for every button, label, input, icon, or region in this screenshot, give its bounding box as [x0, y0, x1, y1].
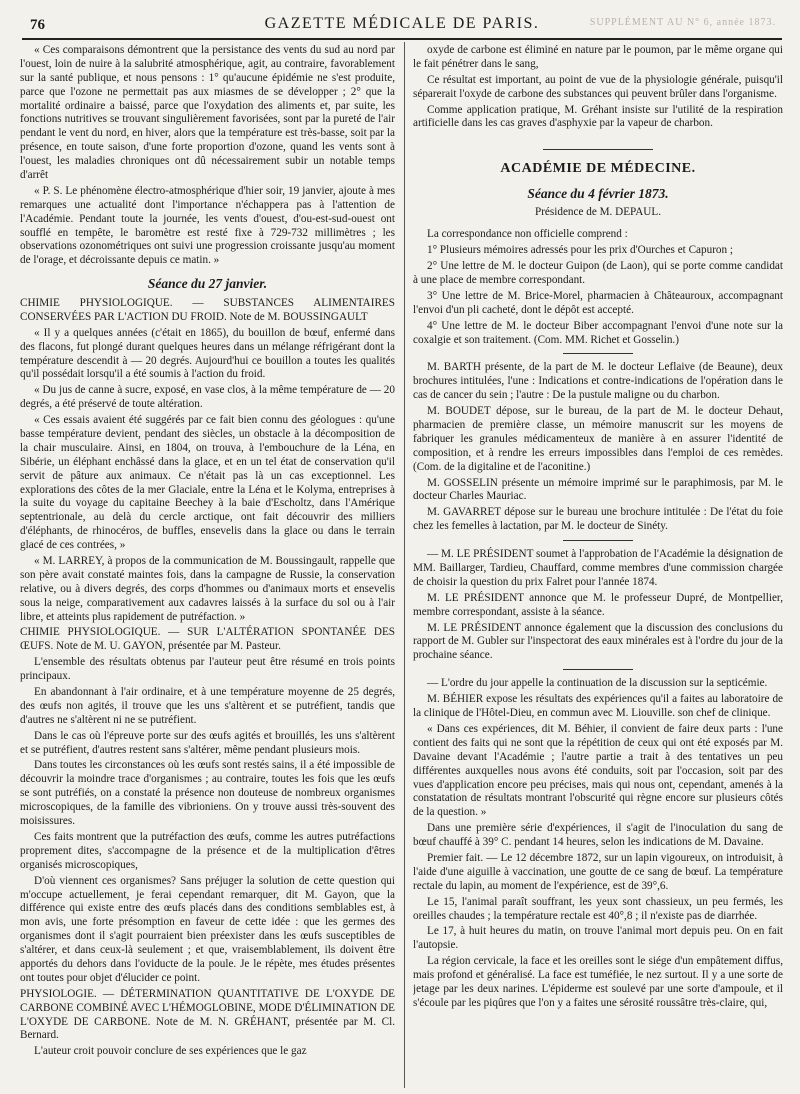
paragraph: M. GOSSELIN présente un mémoire imprimé sur le paraphimosis, par M. le docteur Charles Mauriac.	[413, 476, 783, 503]
paragraph: M. LE PRÉSIDENT annonce également que la discussion des conclusions du rapport de M. Gubler sur l'inspectorat des eaux minérales est à l'ordre du jour de la prochaine séance.	[413, 621, 783, 662]
presidency-line: Présidence de M. DEPAUL.	[534, 206, 662, 219]
paragraph: Le 15, l'animal paraît souffrant, les yeux sont chassieux, un peu fermés, les oreilles chaudes ; la température rectale est 40°,8 ; il n'existe pas de diarrhée.	[413, 895, 783, 922]
paragraph: Premier fait. — Le 12 décembre 1872, sur un lapin vigoureux, on introduisit, à l'aide d'une aiguille à vaccination, une goutte de ce sang de bœuf. La température rectale du lapin, au moment de l'expérience, est de 39°,6.	[413, 851, 783, 892]
section-heading: CHIMIE PHYSIOLOGIQUE. — SUBSTANCES ALIMENTAIRES CONSERVÉES PAR L'ACTION DU FROID. Note de M. BOUSSINGAULT	[20, 296, 395, 323]
separator-rule	[563, 353, 633, 354]
paragraph: « P. S. Le phénomène électro-atmosphérique d'hier soir, 19 janvier, ajoute à mes remarques une actualité dont l'importance n'échappera pas à l'attention de l'Académie. Pendant toute la journée, les vents d'ouest, d'ou-est-sud-ouest ont soufflé en tempête, le baromètre est resté fixe à 729-732 millimètres ; les observations ozonométriques ont suivi une progression croissante jusqu'au moment de l'orage, et décroissante depuis ce matin. »	[20, 184, 395, 267]
paragraph: M. BÉHIER expose les résultats des expériences qu'il a faites au laboratoire de la clinique de l'Hôtel-Dieu, en commun avec M. Liouville. son chef de clinique.	[413, 693, 783, 720]
paragraph: L'ensemble des résultats obtenus par l'auteur peut être résumé en trois points principaux.	[20, 656, 395, 683]
paragraph: Le 17, à huit heures du matin, on trouve l'animal mort depuis peu. On en fait l'autopsie.	[413, 925, 783, 952]
page-header	[22, 8, 782, 40]
right-column	[413, 44, 783, 1088]
separator-rule	[543, 149, 653, 150]
paragraph: La région cervicale, la face et les oreilles sont le siége d'un empâtement diffus, mais profond et généralisé. La face est tuméfiée, le nez surtout. Il y a une sorte de jetage par les deux narines. L'épiderme est soulevé par une sorte d'ampoule, et il s'écoule par les piqûres que l'on y a faites une sérosité roussâtre très-claire, qui,	[413, 955, 783, 1009]
paragraph: Ces faits montrent que la putréfaction des œufs, comme les autres putréfactions proprement dites, s'accompagne de la présence et de la multiplication d'êtres organisés microscopiques,	[20, 830, 395, 871]
paragraph: 2° Une lettre de M. le docteur Guipon (de Laon), qui se porte comme candidat à une place de membre correspondant.	[413, 260, 783, 286]
paragraph: 1° Plusieurs mémoires adressés pour les prix d'Ourches et Capuron ;	[427, 244, 734, 257]
paragraph: Dans toutes les circonstances où les œufs sont restés sains, il a été impossible de découvrir la moindre trace d'organismes ; au contraire, toutes les fois que les œufs se sont putréfiés, on a constaté la présence non douteuse de nombreux organismes microscopiques, de la famille des vibrioniens. On y trouve aussi très-souvent des moisissures.	[20, 759, 395, 828]
paragraph: L'auteur croit pouvoir conclure de ses expériences que le gaz	[34, 1045, 307, 1058]
left-column	[20, 44, 395, 1088]
paragraph: — M. LE PRÉSIDENT soumet à l'approbation de l'Académie la désignation de MM. Baillarger, Tardieu, Chauffard, comme membres d'une commission chargée de choisir la question du prix Falret pour l'année 1874.	[413, 548, 783, 588]
section-heading: CHIMIE PHYSIOLOGIQUE. — SUR L'ALTÉRATION SPONTANÉE DES ŒUFS. Note de M. U. GAYON, présentée par M. Pasteur.	[20, 626, 395, 653]
page-number: 76	[30, 17, 45, 33]
paragraph: « Ces comparaisons démontrent que la persistance des vents du sud au nord par l'ouest, loin de nuire à la salubrité atmosphérique, agit, au contraire, favorablement sur la santé publique, et nous pensons : 1° qu'aucune épidémie ne s'est produite, parce que l'ozone ne permettait pas aux miasmes de se développer ; 2° que la mortalité ordinaire a baissé, parce que l'oxydation des aliments et, par suite, les fonctions nutritives se trouvant singulièrement favorisées, sont par la pureté de l'air pendant le vent du nord, en hiver, alors que la température est très-basse, soit par la présence, en toute saison, d'une forte proportion d'ozone, quand les vents sont à l'ouest, les maladies chroniques ont dû nécessairement subir un notable temps d'arrêt	[20, 44, 395, 182]
column-divider	[404, 42, 405, 1088]
paragraph: Ce résultat est important, au point de vue de la physiologie générale, puisqu'il séparerait l'oxyde de carbone des substances qui peuvent brûler dans l'organisme.	[413, 73, 783, 100]
paragraph: oxyde de carbone est éliminé en nature par le poumon, par le même organe qui le fait pénétrer dans le sang,	[413, 44, 783, 70]
paragraph: M. BARTH présente, de la part de M. le docteur Leflaive (de Beaune), deux brochures intitulées, l'une : Indications et contre-indications de l'opération dans le cas de cancer du sein ; l'autre : De la pustule maligne ou du charbon.	[413, 361, 783, 402]
paragraph: M. GAVARRET dépose sur le bureau une brochure intitulée : De l'état du foie chez les femelles à lactation, par M. le docteur de Sinéty.	[413, 506, 783, 533]
paragraph: La correspondance non officielle comprend :	[427, 228, 628, 241]
section-heading: PHYSIOLOGIE. — DÉTERMINATION QUANTITATIVE DE L'OXYDE DE CARBONE COMBINÉ AVEC L'HÉMOGLOBINE, MODE D'ÉLIMINATION DE L'OXYDE DE CARBONE. Note de M. N. GRÉHANT, présentée par M. Cl. Bernard.	[20, 987, 395, 1042]
separator-rule	[563, 669, 633, 670]
paragraph: Dans une première série d'expériences, il s'agit de l'inoculation du sang de bœuf chauffé à 39° C. pendant 14 heures, selon les indications de M. Davaine.	[413, 822, 783, 849]
journal-title: GAZETTE MÉDICALE DE PARIS.	[264, 15, 540, 32]
paragraph: D'où viennent ces organismes? Sans préjuger la solution de cette question qui m'occupe actuellement, je ferai cependant remarquer, dit M. Gayon, que la différence qui existe entre des œufs placés dans des conditions semblables est, à mon avis, une forte présomption en faveur de cette idée : que les germes des organismes dont il s'agit pourraient bien préexister dans les œufs susceptibles de s'altérer, et dans ceux-là seulement ; et que, vraisemblablement, ils doivent être apportés du dehors dans l'oviducte de la poule. Je le répète, mes études présentes ont toutes pour objet d'élucider ce point.	[20, 874, 395, 984]
paragraph: Dans le cas où l'épreuve porte sur des œufs agités et brouillés, les uns s'altèrent et se putréfient, d'autres restent sans s'altérer, même pendant plusieurs mois.	[20, 729, 395, 756]
paragraph: « Dans ces expériences, dit M. Béhier, il convient de faire deux parts : l'une contient des faits qui ne sont que la répétition de ceux qui ont été exposés par M. Davaine devant l'Académie ; l'autre partie a trait à des tentatives un peu différentes auxquelles nous avons été conduits, soit par l'occasion, soit par des vues d'application encore peu précises, mais qui nous ont, cependant, amenés à la constatation de résultats montrant l'obscurité qui règne encore sur plusieurs côtés de la question. »	[413, 722, 783, 819]
paragraph: « Il y a quelques années (c'était en 1865), du bouillon de bœuf, enfermé dans des flacons, fut plongé durant quelques heures dans un mélange réfrigérant dont la température descendit à — 20 degrés. Aujourd'hui ce bouillon a toutes les qualités qu'il possédait lorsqu'il a été soumis à l'action du froid.	[20, 326, 395, 381]
session-heading: Séance du 27 janvier.	[147, 276, 268, 292]
academy-heading: ACADÉMIE DE MÉDECINE.	[500, 161, 696, 177]
bleed-through-text: SUPPLÉMENT AU N° 6, année 1873.	[589, 17, 776, 28]
paragraph: 4° Une lettre de M. le docteur Biber accompagnant l'envoi d'une note sur la coxalgie et son traitement. (Com. MM. Richet et Gosselin.)	[413, 319, 783, 346]
paragraph: 3° Une lettre de M. Brice-Morel, pharmacien à Châteauroux, accompagnant l'envoi d'un pli cacheté, dont le dépôt est accepté.	[413, 289, 783, 316]
paragraph: « Du jus de canne à sucre, exposé, en vase clos, à la même température de — 20 degrés, a été préservé de toute altération.	[20, 384, 395, 411]
separator-rule	[563, 540, 633, 541]
session-heading: Séance du 4 février 1873.	[527, 185, 669, 201]
paragraph: « Ces essais avaient été suggérés par ce fait bien connu des géologues : qu'une basse température devient, pendant des siècles, un obstacle à la décomposition de la chair musculaire. Ainsi, en 1804, on trouva, à l'embouchure de la Léna, en Sibérie, un éléphant enchâssé dans la glace, et en un tel état de conservation qu'il servit de pâture aux animaux. Ce n'était pas là un cas exceptionnel. Les explorations des côtes de la mer Glaciale, entre la Léna et le Kolyma, entreprises à la suite du voyage du capitaine Beechey à la baie d'Escholtz, dans l'Amérique septentrionale, au delà du cercle arctique, ont fait découvrir des milliers d'éléphants, de rhinocéros, de buffles, ensevelis dans la glace ou dans le terrain glacé de ces contrées, »	[20, 414, 395, 552]
paragraph: « M. LARREY, à propos de la communication de M. Boussingault, rappelle que son père avait constaté maintes fois, dans la campagne de Russie, la conservation relative, ou à divers degrés, des corps d'hommes ou d'animaux morts et ensevelis sous la neige, comparativement aux cadavres laissés à la surface du sol ou à l'air libre, et atteints plus rapidement de putréfaction. »	[20, 555, 395, 623]
paragraph: M. BOUDET dépose, sur le bureau, de la part de M. le docteur Dehaut, pharmacien de première classe, un mémoire manuscrit sur les moyens de fabriquer les granules médicamenteux de manière à en assurer l'identité de composition, et à rendre les erreurs impossibles dans l'emploi de ces remèdes. (Com. de la digitaline et de l'aconitine.)	[413, 405, 783, 473]
paragraph: En abandonnant à l'air ordinaire, et à une température moyenne de 25 degrés, des œufs non agités, il trouve que les uns s'altèrent et se putréfient, tandis que d'autres ne s'altèrent ni ne se putréfient.	[20, 686, 395, 726]
paragraph: M. LE PRÉSIDENT annonce que M. le professeur Dupré, de Montpellier, membre correspondant, assiste à la séance.	[413, 591, 783, 618]
paragraph: — L'ordre du jour appelle la continuation de la discussion sur la septicémie.	[427, 677, 768, 690]
paragraph: Comme application pratique, M. Gréhant insiste sur l'utilité de la respiration artificielle dans les cas graves d'asphyxie par la vapeur de charbon.	[413, 103, 783, 130]
